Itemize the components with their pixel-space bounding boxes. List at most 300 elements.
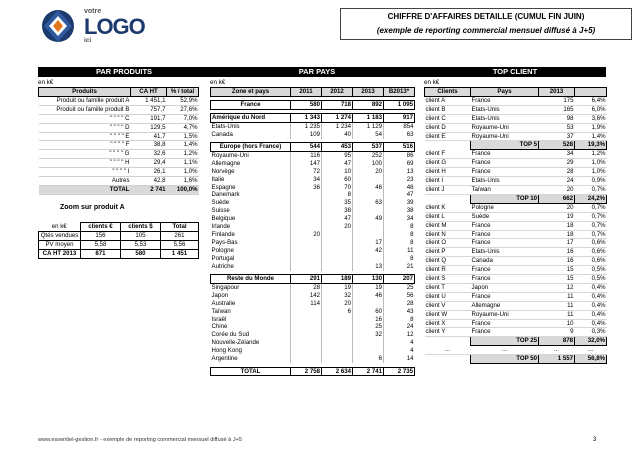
top-subtotal-pct: 19,3% (575, 141, 607, 150)
top-subtotal-value: 1 557 (539, 355, 575, 364)
country-value: 12 (384, 331, 415, 339)
client-name: client U (425, 292, 471, 301)
client-country: France (471, 319, 539, 328)
country-name: Israël (211, 315, 227, 323)
country-value (322, 231, 353, 239)
top-subtotal-label: TOP 50 (471, 355, 539, 364)
produits-header-cell: Produits (39, 88, 131, 97)
pays-total-cell: 2 741 (353, 367, 384, 376)
unit-label-top: en k€ (424, 79, 440, 86)
client-row (425, 114, 607, 123)
client-name: client Q (425, 257, 471, 266)
country-value (291, 239, 322, 247)
blank-cell (425, 141, 471, 150)
client-country: Canada (471, 257, 539, 266)
produit-value: 129,5 (131, 123, 167, 132)
country-value: 109 (291, 131, 322, 139)
country-value: 39 (384, 199, 415, 207)
client-value: 18 (539, 221, 575, 230)
pays-country-row (211, 199, 415, 207)
report-header (340, 8, 632, 40)
country-name: Canada (211, 130, 233, 138)
client-value: 0,7% (575, 221, 607, 230)
pays-header-cell: B2013* (384, 88, 415, 97)
client-value: 12 (539, 283, 575, 292)
pays-country-row (211, 184, 415, 192)
client-value: 0,4% (575, 292, 607, 301)
client-name: client M (425, 221, 471, 230)
client-name: client N (425, 230, 471, 239)
country-value (291, 316, 322, 324)
pays-country-row (211, 160, 415, 168)
country-value (322, 316, 353, 324)
pays-zone-row (211, 275, 415, 284)
country-value: 47 (322, 215, 353, 223)
client-name: client G (425, 159, 471, 168)
top-subtotal-label: TOP 25 (471, 337, 539, 346)
country-name: Etats-Unis (211, 122, 240, 130)
client-value: 0,4% (575, 310, 607, 319)
zoom-cell: 580 (121, 249, 161, 258)
country-value: 28 (291, 283, 322, 291)
country-value (291, 255, 322, 263)
zoom-row (39, 240, 199, 249)
zone-value: 1 274 (322, 113, 353, 122)
client-value: 0,7% (575, 185, 607, 194)
ellipsis-cell: ... (471, 346, 539, 355)
produit-name: Produit ou famille produit B (39, 105, 131, 114)
country-name: Pologne (211, 246, 234, 254)
top-header-cell: 2013 (539, 88, 575, 97)
produit-name: " " " " F (39, 141, 131, 150)
client-row (425, 266, 607, 275)
unit-label-produits: en k€ (38, 79, 54, 86)
client-row (425, 185, 607, 194)
country-value: 20 (291, 231, 322, 239)
client-value: 0,4% (575, 283, 607, 292)
client-name: client B (425, 105, 471, 114)
client-value: 1,0% (575, 159, 607, 168)
client-value: 9 (539, 328, 575, 337)
country-value (291, 191, 322, 199)
produit-value: 191,7 (131, 114, 167, 123)
client-row (425, 248, 607, 257)
produit-value: 26,1 (131, 168, 167, 177)
pays-country-row (211, 283, 415, 291)
country-name: Portugal (211, 254, 235, 262)
client-name: client P (425, 248, 471, 257)
top-client-header-row (425, 88, 607, 97)
country-value (291, 263, 322, 271)
produit-value: 4,7% (167, 123, 199, 132)
zone-value: 1 095 (384, 100, 415, 109)
client-value: 16 (539, 257, 575, 266)
country-value: 21 (384, 263, 415, 271)
client-country: Royaume-Uni (471, 123, 539, 132)
country-value: 252 (353, 151, 384, 159)
pays-total-cell: TOTAL (211, 367, 291, 376)
country-value: 38 (322, 207, 353, 215)
client-row (425, 159, 607, 168)
client-value: 1,2% (575, 150, 607, 159)
country-name: Royaume-Uni (211, 151, 249, 159)
country-value: 49 (353, 215, 384, 223)
country-value: 20 (353, 168, 384, 176)
report-title: CHIFFRE D'AFFAIRES DETAILLE (CUMUL FIN JUIN) (387, 12, 585, 21)
pays-country-row (211, 339, 415, 347)
zoom-cell: 5,58 (81, 240, 121, 249)
pays-country-row (211, 355, 415, 363)
client-value: 53 (539, 123, 575, 132)
country-value (322, 239, 353, 247)
client-value: 0,4% (575, 301, 607, 310)
country-value: 8 (384, 223, 415, 231)
logo-text-main: LOGO (84, 14, 145, 39)
client-value: 6,0% (575, 105, 607, 114)
ellipsis-cell: ... (425, 346, 471, 355)
pays-zone-row (211, 113, 415, 122)
client-row (425, 168, 607, 177)
pays-country-row (211, 207, 415, 215)
zone-value: 516 (384, 143, 415, 152)
unit-label-pays: en k€ (210, 79, 226, 86)
client-country: Royaume-Uni (471, 132, 539, 141)
country-value: 17 (353, 239, 384, 247)
top-subtotal-row (425, 337, 607, 346)
client-value: 37 (539, 132, 575, 141)
client-value: 16 (539, 248, 575, 257)
zoom-header-cell: en k€ (51, 222, 67, 230)
country-value: 116 (291, 151, 322, 159)
country-value: 95 (322, 151, 353, 159)
zone-value: 189 (322, 275, 353, 284)
client-value: 1,4% (575, 132, 607, 141)
client-country: Suède (471, 212, 539, 221)
country-value: 4 (384, 347, 415, 355)
country-value: 24 (384, 323, 415, 331)
client-name: client O (425, 239, 471, 248)
produits-row (39, 159, 199, 168)
company-logo (38, 4, 146, 48)
country-value: 40 (322, 131, 353, 139)
country-value: 1 235 (291, 122, 322, 130)
zoom-cell: 105 (121, 231, 161, 240)
produits-total-row (39, 185, 199, 194)
client-value: 19 (539, 212, 575, 221)
produit-value: 1,1% (167, 159, 199, 168)
client-country: Etats-Unis (471, 177, 539, 186)
client-value: 11 (539, 292, 575, 301)
client-country: Etats-Unis (471, 105, 539, 114)
zone-value: 1 343 (291, 113, 322, 122)
country-value: 1 234 (322, 122, 353, 130)
client-country: Allemagne (471, 301, 539, 310)
country-value (291, 247, 322, 255)
zone-value: 453 (322, 143, 353, 152)
produits-row (39, 96, 199, 105)
pays-country-row (211, 300, 415, 308)
client-value: 20 (539, 185, 575, 194)
country-value: 25 (353, 323, 384, 331)
client-country: France (471, 275, 539, 284)
client-value: 0,6% (575, 248, 607, 257)
country-value: 14 (384, 355, 415, 363)
country-name: Italie (211, 175, 225, 183)
zone-value: 207 (384, 275, 415, 284)
client-name: client T (425, 283, 471, 292)
zoom-cell: 871 (81, 249, 121, 258)
client-value: 24 (539, 177, 575, 186)
country-value (291, 199, 322, 207)
client-row (425, 328, 607, 337)
country-value: 46 (353, 292, 384, 300)
country-name: Espagne (211, 183, 236, 191)
pays-country-row (211, 255, 415, 263)
country-value: 8 (322, 191, 353, 199)
client-value: 0,3% (575, 328, 607, 337)
client-row (425, 319, 607, 328)
page-number: 3 (593, 437, 597, 443)
produits-row (39, 141, 199, 150)
zoom-title: Zoom sur produit A (60, 204, 125, 211)
pays-country-row (211, 239, 415, 247)
country-value: 46 (353, 184, 384, 192)
pays-country-row (211, 292, 415, 300)
pays-header-cell: 2012 (322, 88, 353, 97)
pays-country-row (211, 316, 415, 324)
country-value (291, 331, 322, 339)
produits-total-cell: 2 741 (131, 185, 167, 194)
client-value: 11 (539, 310, 575, 319)
produit-value: 1,5% (167, 132, 199, 141)
client-name: client J (425, 185, 471, 194)
country-value: 48 (384, 184, 415, 192)
client-row (425, 301, 607, 310)
top-header-cell (575, 88, 607, 97)
country-value: 34 (291, 176, 322, 184)
country-name: Nouvelle-Zélande (211, 339, 260, 347)
country-name: Singapour (211, 283, 240, 291)
produit-name: " " " " I (39, 168, 131, 177)
country-value (291, 355, 322, 363)
produit-value: 757,7 (131, 105, 167, 114)
country-value: 54 (353, 131, 384, 139)
pays-country-row (211, 215, 415, 223)
country-value (291, 308, 322, 316)
client-country: Pologne (471, 203, 539, 212)
pays-table (210, 87, 415, 376)
client-row (425, 123, 607, 132)
country-name: Danemark (211, 191, 240, 199)
client-country: Etats-Unis (471, 114, 539, 123)
client-name: client R (425, 266, 471, 275)
zone-name: France (211, 100, 291, 109)
produits-total-cell: 100,0% (167, 185, 199, 194)
produit-name: " " " " E (39, 132, 131, 141)
top-subtotal-value: 878 (539, 337, 575, 346)
country-value (322, 263, 353, 271)
country-value: 13 (384, 168, 415, 176)
top-subtotal-pct: 24,2% (575, 194, 607, 203)
zoom-header-row (39, 223, 199, 232)
produit-value: 1 451,1 (131, 96, 167, 105)
ellipsis-cell: ... (575, 346, 607, 355)
client-name: client Y (425, 328, 471, 337)
country-name: Allemagne (211, 159, 241, 167)
pays-zone-row (211, 100, 415, 109)
report-subtitle: (exemple de reporting commercial mensuel diffusé à J+5) (376, 26, 596, 36)
logo-text-votre: votre (84, 8, 102, 15)
client-value: 0,6% (575, 257, 607, 266)
pays-header-row (211, 88, 415, 97)
country-value: 35 (322, 199, 353, 207)
top-subtotal-value: 528 (539, 141, 575, 150)
produit-value: 41,7 (131, 132, 167, 141)
country-name: Belgique (211, 215, 236, 223)
client-country: France (471, 328, 539, 337)
top-subtotal-value: 662 (539, 194, 575, 203)
client-value: 0,9% (575, 177, 607, 186)
zoom-cell: 5,56 (161, 240, 199, 249)
produit-name: " " " " D (39, 123, 131, 132)
client-value: 10 (539, 319, 575, 328)
country-value: 4 (384, 339, 415, 347)
country-value (353, 347, 384, 355)
produits-header-cell: CA HT (131, 88, 167, 97)
country-value: 11 (384, 247, 415, 255)
client-name: client W (425, 310, 471, 319)
client-value: 28 (539, 168, 575, 177)
client-name: client A (425, 96, 471, 105)
top-subtotal-label: TOP 10 (471, 194, 539, 203)
country-value (291, 347, 322, 355)
produit-name: " " " " G (39, 150, 131, 159)
country-value (353, 176, 384, 184)
produits-row (39, 123, 199, 132)
country-value: 56 (384, 292, 415, 300)
pays-country-row (211, 131, 415, 139)
produit-value: 1,4% (167, 141, 199, 150)
country-value: 34 (384, 215, 415, 223)
country-name: Australie (211, 299, 236, 307)
produit-name: " " " " C (39, 114, 131, 123)
client-country: Taïwan (471, 185, 539, 194)
pays-country-row (211, 176, 415, 184)
client-value: 6,4% (575, 96, 607, 105)
country-value: 6 (322, 308, 353, 316)
produit-name: Autres (39, 177, 131, 186)
produit-name: " " " " H (39, 159, 131, 168)
client-value: 0,5% (575, 275, 607, 284)
produits-header-row (39, 88, 199, 97)
client-value: 11 (539, 301, 575, 310)
country-value (353, 191, 384, 199)
client-value: 0,7% (575, 230, 607, 239)
country-name: Japon (211, 291, 229, 299)
country-value: 28 (384, 300, 415, 308)
country-value: 63 (384, 131, 415, 139)
country-value: 10 (322, 168, 353, 176)
country-value (353, 339, 384, 347)
country-value: 147 (291, 160, 322, 168)
client-country: France (471, 168, 539, 177)
country-value: 16 (353, 316, 384, 324)
country-value: 100 (353, 160, 384, 168)
produit-value: 32,6 (131, 150, 167, 159)
client-name: client I (425, 177, 471, 186)
country-value: 20 (322, 300, 353, 308)
zoom-cell: 1 451 (161, 249, 199, 258)
country-name: Suisse (211, 207, 230, 215)
zoom-header-cell: clients $ (121, 223, 161, 232)
client-country: France (471, 292, 539, 301)
zone-name: Reste du Monde (211, 275, 291, 284)
country-name: Autriche (211, 262, 234, 270)
top-subtotal-label: TOP 5 (471, 141, 539, 150)
produit-value: 52,9% (167, 96, 199, 105)
zone-name: Amérique du Nord (211, 113, 291, 122)
client-name: client L (425, 212, 471, 221)
country-value: 19 (353, 283, 384, 291)
zone-value: 537 (353, 143, 384, 152)
zoom-cell: Qtés vendues (39, 231, 81, 240)
country-value: 36 (291, 184, 322, 192)
zoom-table (38, 222, 199, 259)
country-value: 6 (353, 355, 384, 363)
pays-country-row (211, 323, 415, 331)
country-value (322, 323, 353, 331)
pays-country-row (211, 263, 415, 271)
produit-value: 7,0% (167, 114, 199, 123)
client-value: 34 (539, 150, 575, 159)
client-country: Japon (471, 283, 539, 292)
pays-total-row (211, 367, 415, 376)
country-value: 8 (384, 231, 415, 239)
top-client-table (424, 87, 607, 364)
produit-value: 29,4 (131, 159, 167, 168)
country-name: Taïwan (211, 307, 231, 315)
country-value (353, 300, 384, 308)
country-value (322, 247, 353, 255)
produits-row (39, 177, 199, 186)
top-header-cell: Clients (425, 88, 471, 97)
zoom-cell: PV moyen (39, 240, 81, 249)
produits-row (39, 168, 199, 177)
country-name: Hong Kong (211, 347, 242, 355)
pays-header-cell: 2011 (291, 88, 322, 97)
client-row (425, 132, 607, 141)
country-value (291, 215, 322, 223)
country-value: 25 (384, 283, 415, 291)
produits-row (39, 105, 199, 114)
country-name: Corée du Sud (211, 331, 250, 339)
client-row (425, 310, 607, 319)
client-name: client F (425, 150, 471, 159)
top-subtotal-row (425, 141, 607, 150)
client-country: Etats-Unis (471, 248, 539, 257)
section-bar-pays: PAR PAYS (210, 67, 424, 77)
client-name: client V (425, 301, 471, 310)
country-value: 70 (322, 184, 353, 192)
pays-country-row (211, 247, 415, 255)
produits-row (39, 150, 199, 159)
country-value: 142 (291, 292, 322, 300)
footer-text: www.essentiel-gestion.fr - exemple de reporting commercial mensuel diffusé à J+5 (38, 437, 243, 443)
produits-header-cell: % / total (167, 88, 199, 97)
country-value (322, 331, 353, 339)
country-value: 32 (322, 292, 353, 300)
client-country: France (471, 266, 539, 275)
